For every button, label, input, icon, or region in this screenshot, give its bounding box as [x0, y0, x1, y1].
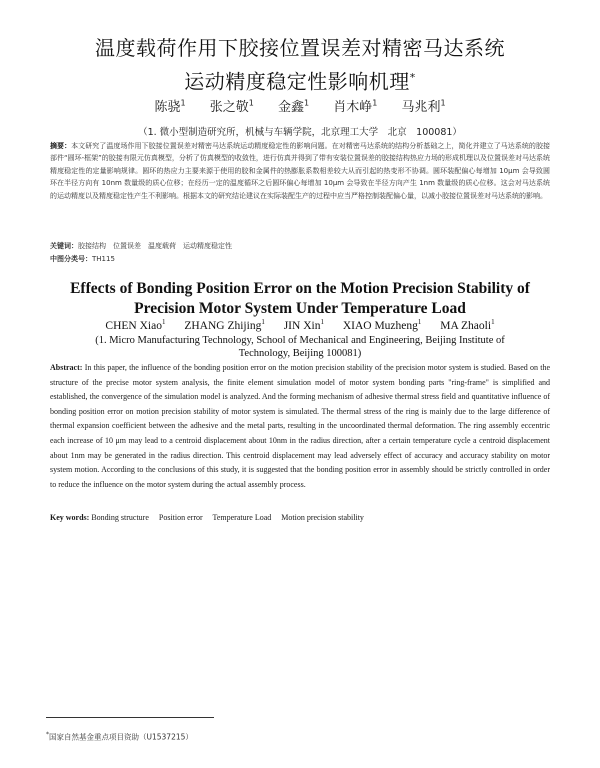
cn-title-footnote-mark: * — [409, 71, 416, 84]
cn-author — [210, 100, 254, 115]
en-author — [343, 320, 422, 332]
cn-author-name: 陈骁 — [154, 100, 181, 115]
en-author-name: XIAO Muzheng — [342, 319, 418, 332]
en-abstract-label: Abstract: — [50, 363, 83, 372]
cn-author-name: 金鑫 — [277, 100, 304, 115]
en-title-line2: Precision Motor System Under Temperature Load — [134, 300, 466, 317]
footnote-divider — [46, 717, 214, 718]
cn-keywords-text: 胶接结构 位置误差 温度载荷 运动精度稳定性 — [78, 242, 232, 250]
cn-abstract — [50, 140, 550, 202]
cn-author-affil-mark: 1 — [303, 98, 310, 108]
cn-author — [154, 100, 185, 115]
en-keyword: Motion precision stability — [281, 513, 364, 522]
cn-author-name: 张之敬 — [209, 100, 249, 115]
en-authors — [0, 318, 600, 332]
cn-author — [401, 100, 445, 115]
cn-author-affil-mark: 1 — [440, 98, 446, 108]
en-author-name: ZHANG Zhijing — [184, 319, 262, 332]
cn-title-line2 — [20, 64, 580, 96]
cn-author-affil-mark: 1 — [372, 98, 378, 108]
en-author — [105, 320, 165, 332]
footnote — [46, 731, 446, 743]
en-author-affil-mark: 1 — [320, 318, 324, 326]
en-author-name: JIN Xin — [283, 319, 321, 332]
en-author-affil-mark: 1 — [417, 318, 422, 326]
en-keyword: Position error — [158, 513, 203, 522]
en-author — [284, 320, 324, 332]
cn-author — [333, 100, 377, 115]
en-abstract — [50, 361, 550, 492]
cn-title-line1-text: 温度载荷作用下胶接位置误差对精密马达系统 — [95, 36, 505, 60]
cn-classification-code: TH115 — [92, 255, 115, 263]
cn-classification — [50, 254, 550, 264]
cn-author — [278, 100, 309, 115]
en-author-name: CHEN Xiao — [105, 319, 162, 332]
en-keyword: Bonding structure — [91, 513, 149, 522]
cn-classification-label: 中图分类号： — [50, 255, 92, 263]
en-title-line1: Effects of Bonding Position Error on the Motion Precision Stability of — [70, 280, 530, 297]
en-abstract-text: In this paper, the influence of the bonding position error on the motion precision stability of the precision motor system is studied. Based on the structure of the precise motor system analysis, the finite element simulation model of motor system bonding parts "ring-frame" is simplified and established, the convergence of the simulation model is analyzed. And the forming mechanism of adhesive thermal stress field and quantitative influence of bonding position error on motion precision stability of motor system is simulated. The thermal stress of the ring is mainly due to the large difference of thermal expansion coefficient between the adhesive and the metal parts, resulting in the uncoordinated thermal deformation. The ring assembly eccentric each increase of 10 μm may lead to a centroid displacement about 10nm in the radius direction, after a certain temperature cycle a centroid displacement about 1nm may be generated in the radius direction. This centroid displacement may lead adversely effect of accuracy and accuracy stability on motor system motion. According to the conclusions of this study, it is suggested that the bonding position error in assembly should be strictly controlled in order to reduce the influence on the motor system during the actual assembly process. — [50, 363, 551, 489]
en-keywords-label: Key words: — [50, 513, 90, 522]
en-keyword: Temperature Load — [212, 513, 272, 522]
en-author-affil-mark: 1 — [261, 318, 265, 326]
en-author-affil-mark: 1 — [491, 318, 495, 326]
footnote-text: 国家自然基金重点项目资助（U1537215） — [49, 732, 193, 742]
cn-abstract-text: 本文研究了温度场作用下胶接位置误差对精密马达系统运动精度稳定性的影响问题。在对精密马达系统的结构分析基础之上，简化并建立了马达系统的胶接部件“圆环-框架”的胶接有限元仿真模型，分析了仿真模型的收敛性，进行仿真并得到了带有安装位置误差的胶接结构热应力场的形成机理以及位置误差对马达系统精度稳定性的定量影响规律。圆环的热应力主要来源于使用的胶和金属件的热膨胀系数相差较大从而引起的热变形不协调。圆环装配偏心每增加 10μm 会导致圆环在半径方向有 10nm 数量级的质心位移；在经历一定的温度循环之后圆环偏心每增加 10μm 会导致在半径方向产生 1nm 数量级的质心位移。这会对马达系统的运动精度以及精度稳定性产生不利影响。根据本文的研究结论建议在实际装配生产的过程中应当严格控制装配偏心量，以减小胶接位置误差对马达系统的影响。 — [50, 142, 551, 200]
cn-author-name: 肖木峥 — [333, 100, 373, 115]
en-author — [184, 320, 264, 332]
cn-author-affil-mark: 1 — [180, 98, 186, 108]
cn-author-name: 马兆利 — [401, 100, 441, 115]
cn-affiliation: （1. 微小型制造研究所，机械与车辆学院，北京理工大学 北京 100081） — [138, 127, 462, 138]
cn-title-line2-text: 运动精度稳定性影响机理 — [184, 69, 410, 94]
cn-author-affil-mark: 1 — [248, 98, 254, 108]
cn-abstract-label: 摘要： — [50, 142, 72, 150]
cn-authors — [0, 96, 600, 115]
footnote-mark: * — [46, 731, 49, 738]
cn-keywords — [50, 241, 550, 251]
cn-title-line1 — [20, 34, 580, 62]
cn-keywords-label: 关键词： — [50, 242, 78, 250]
en-author — [440, 320, 494, 332]
en-author-affil-mark: 1 — [161, 318, 166, 326]
en-affiliation: (1. Micro Manufacturing Technology, School of Mechanical and Engineering, Beijing Institute of Technology, Beijing 100081) — [95, 335, 505, 359]
en-author-name: MA Zhaoli — [440, 319, 492, 332]
en-keywords — [50, 513, 550, 522]
